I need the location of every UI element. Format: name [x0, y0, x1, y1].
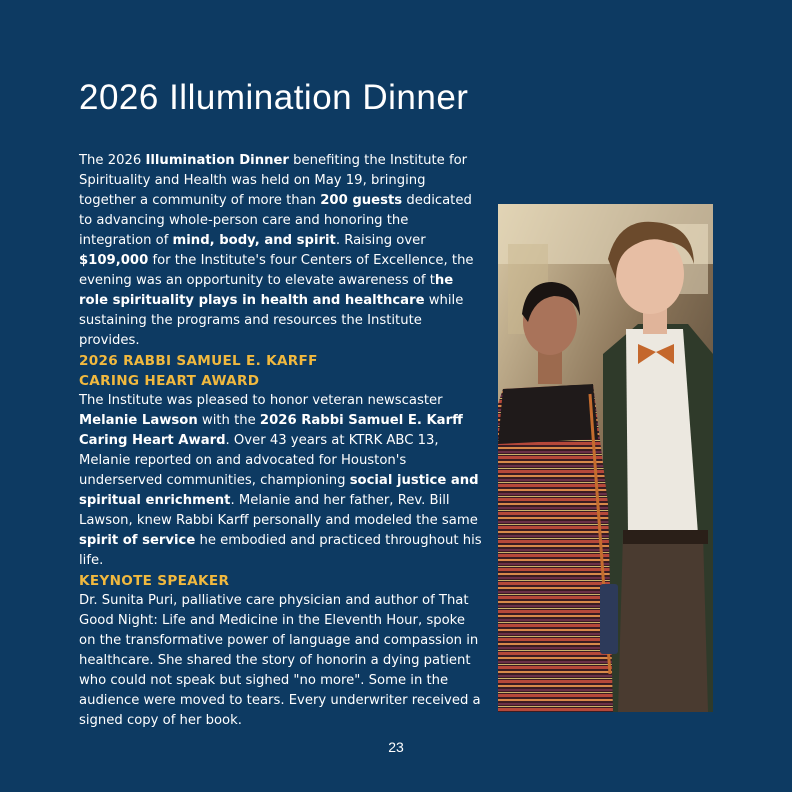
award-heading-line1: 2026 RABBI SAMUEL E. KARFF — [79, 353, 318, 369]
keynote-heading: KEYNOTE SPEAKER — [79, 573, 230, 589]
award-heading-line2: CARING HEART AWARD — [79, 373, 260, 389]
event-photo — [498, 204, 713, 712]
award-paragraph: The Institute was pleased to honor veteran newscaster Melanie Lawson with the 2026 Rabbi Samuel E. Karff Caring Heart Award. Over 43 years at KTRK ABC 13, Melanie reported on and advocated for Houston's underserved communities, championing social justice and spiritual enrichment. Melanie and her father, Rev. Bill Lawson, knew Rabbi Karff personally and modeled the same spirit of service he embodied and practiced throughout his life. — [79, 393, 482, 568]
intro-paragraph: The 2026 Illumination Dinner benefiting the Institute for Spirituality and Health was held on May 19, bringing together a community of more than 200 guests dedicated to advancing whole-person care and honoring the integration of mind, body, and spirit. Raising over $109,000 for the Institute's four Centers of Excellence, the evening was an opportunity to elevate awareness of the role spirituality plays in health and healthcare while sustaining the programs and resources the Institute provides. — [79, 153, 474, 348]
page-title: 2026 Illumination Dinner — [79, 78, 469, 117]
keynote-paragraph: Dr. Sunita Puri, palliative care physician and author of That Good Night: Life and Medicine in the Eleventh Hour, spoke on the transformative power of language and compassion in healthcare. She shared the story of honorin a dying patient who could not speak but sighed "no more". Some in the audience were moved to tears. Every underwriter received a signed copy of her book. — [79, 593, 481, 728]
article-body — [79, 151, 484, 731]
page-number: 23 — [388, 739, 404, 755]
